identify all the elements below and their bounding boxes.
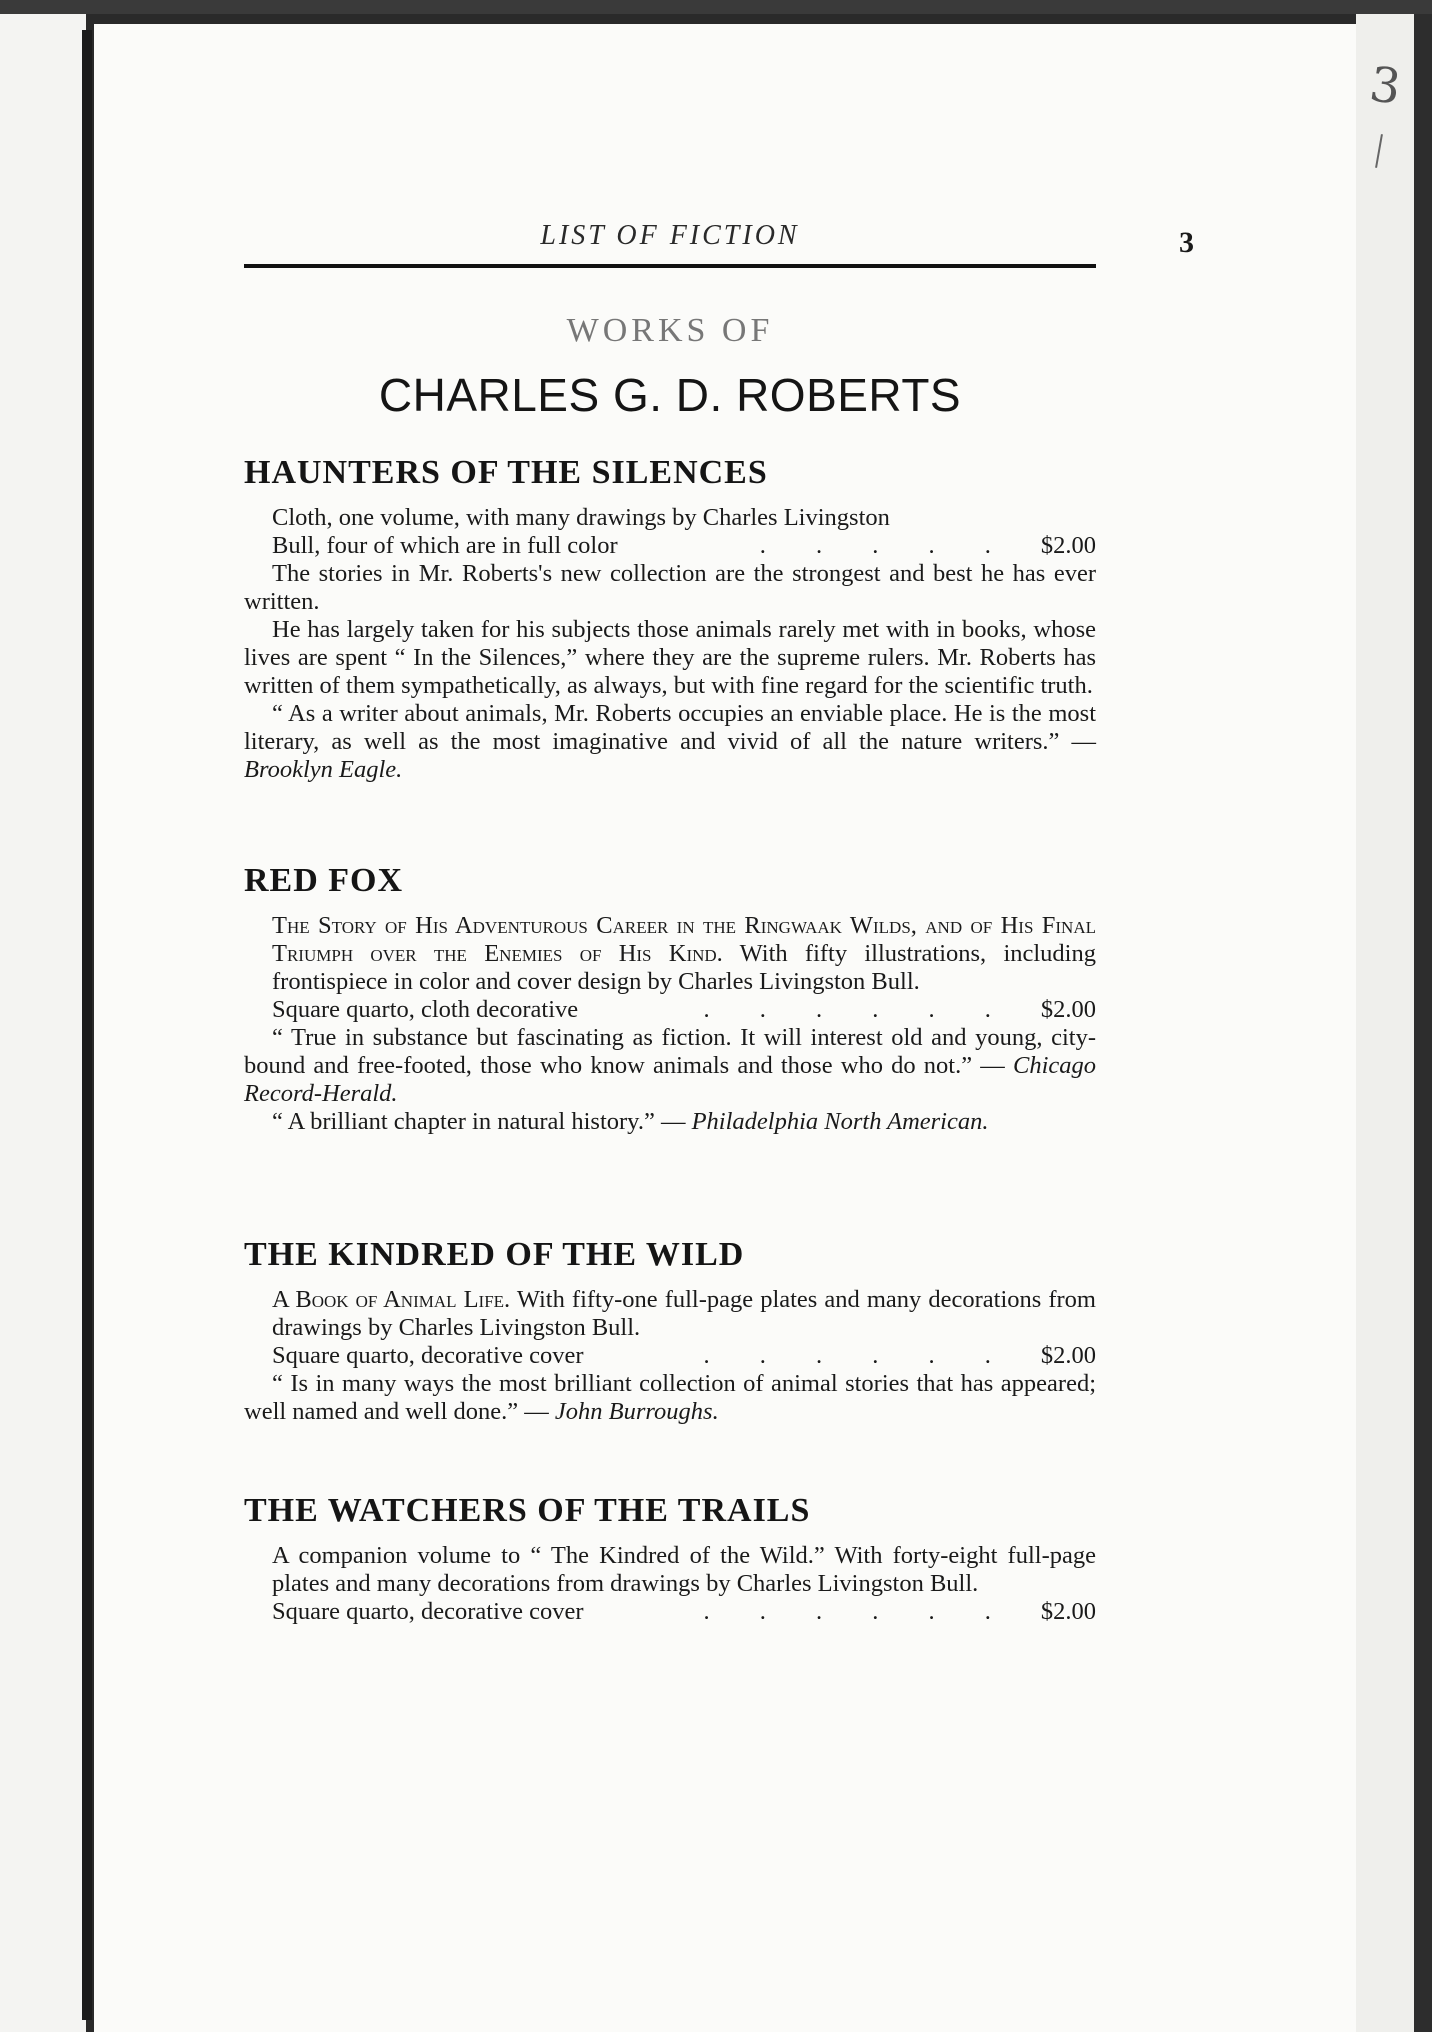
page-number: 3 [1179,226,1194,259]
scan-top-border [0,0,1432,14]
price-line [244,532,1096,560]
price: $2.00 [1040,996,1096,1023]
book-description: A companion volume to “ The Kindred of the Wild.” With forty-eight full-page plates and many decorations from drawings by Charles Livingston Bull. [272,1542,1096,1597]
quote-source: Chicago Record-Herald. [244,1052,1097,1107]
edition-info: Square quarto, decorative cover [272,1598,584,1625]
price: $2.00 [1040,532,1096,559]
price-line [244,1598,1096,1626]
leader-dots: . . . . . [759,532,1013,559]
header-rule [244,264,1096,268]
quote-text: “ As a writer about animals, Mr. Roberts occupies an enviable place. He is the most literary, as well as the most imaginative and vivid of all the nature writers.” — [244,700,1096,755]
facing-page-edge [0,14,86,2032]
leader-dots: . . . . . . [703,1342,1013,1369]
press-quote [244,700,1096,784]
description-paragraph: The stories in Mr. Roberts's new collection are the strongest and best he has ever written. [244,560,1096,615]
quote-source: Philadelphia North American. [691,1108,989,1135]
leader-dots: . . . . . . [703,1598,1013,1625]
book-subtitle: A Book of Animal Life. [272,1286,511,1313]
book-entry [244,454,1096,784]
book-entry [244,862,1096,1136]
press-quote [244,1370,1096,1426]
running-title: LIST OF FICTION [540,220,800,251]
quote-text: “ A brilliant chapter in natural history.” — [272,1108,686,1135]
book-description [244,912,1096,996]
scan-right-border [1414,14,1432,2032]
edition-info: Bull, four of which are in full color [272,532,618,559]
book-entry [244,1492,1096,1626]
book-title: THE WATCHERS OF THE TRAILS [244,1492,811,1529]
leader-dots: . . . . . . [703,996,1013,1023]
description-text: With fifty illustrations, including frontispiece in color and cover design by Charles Livingston Bull. [272,940,1096,995]
price-line [244,996,1096,1024]
works-of-heading: WORKS OF [566,312,774,349]
book-entry [244,1236,1096,1426]
price: $2.00 [1040,1342,1096,1369]
book-title: RED FOX [244,862,404,899]
book-page [94,24,1359,2032]
edition-info: Square quarto, decorative cover [272,1342,584,1369]
price-line [244,1342,1096,1370]
book-title: HAUNTERS OF THE SILENCES [244,454,768,491]
book-title: THE KINDRED OF THE WILD [244,1236,745,1273]
quote-source: John Burroughs. [554,1398,719,1425]
price: $2.00 [1040,1598,1096,1625]
press-quote [244,1108,1096,1136]
edition-info: Cloth, one volume, with many drawings by Charles Livingston [272,504,890,531]
pencil-mark: 3 [1366,56,1405,116]
book-description [244,1286,1096,1342]
quote-source: Brooklyn Eagle. [244,756,403,783]
press-quote [244,1024,1096,1108]
edition-info: Square quarto, cloth decorative [272,996,579,1023]
running-head [244,220,1194,260]
book-subtitle: The Story of His Adventurous Career in the Ringwaak Wilds, and of His Final Triumph over the Enemies of His Kind. [272,912,1096,967]
description-paragraph: He has largely taken for his subjects those animals rarely met with in books, whose lives are spent “ In the Silences,” where they are the supreme rulers. Mr. Roberts has written of them sympathetically, as always, but with fine regard for the scientific truth. [244,616,1096,699]
book-gutter [82,30,92,2020]
quote-text: “ True in substance but fascinating as fiction. It will interest old and young, city-bound and free-footed, those who know animals and those who do not.” — [244,1024,1096,1079]
quote-text: “ Is in many ways the most brilliant collection of animal stories that has appeared; well named and well done.” — [244,1370,1096,1425]
pencil-tick [1375,134,1383,168]
description-text: With fifty-one full-page plates and many decorations from drawings by Charles Livingston Bull. [272,1286,1096,1341]
author-name: CHARLES G. D. ROBERTS [378,369,962,421]
